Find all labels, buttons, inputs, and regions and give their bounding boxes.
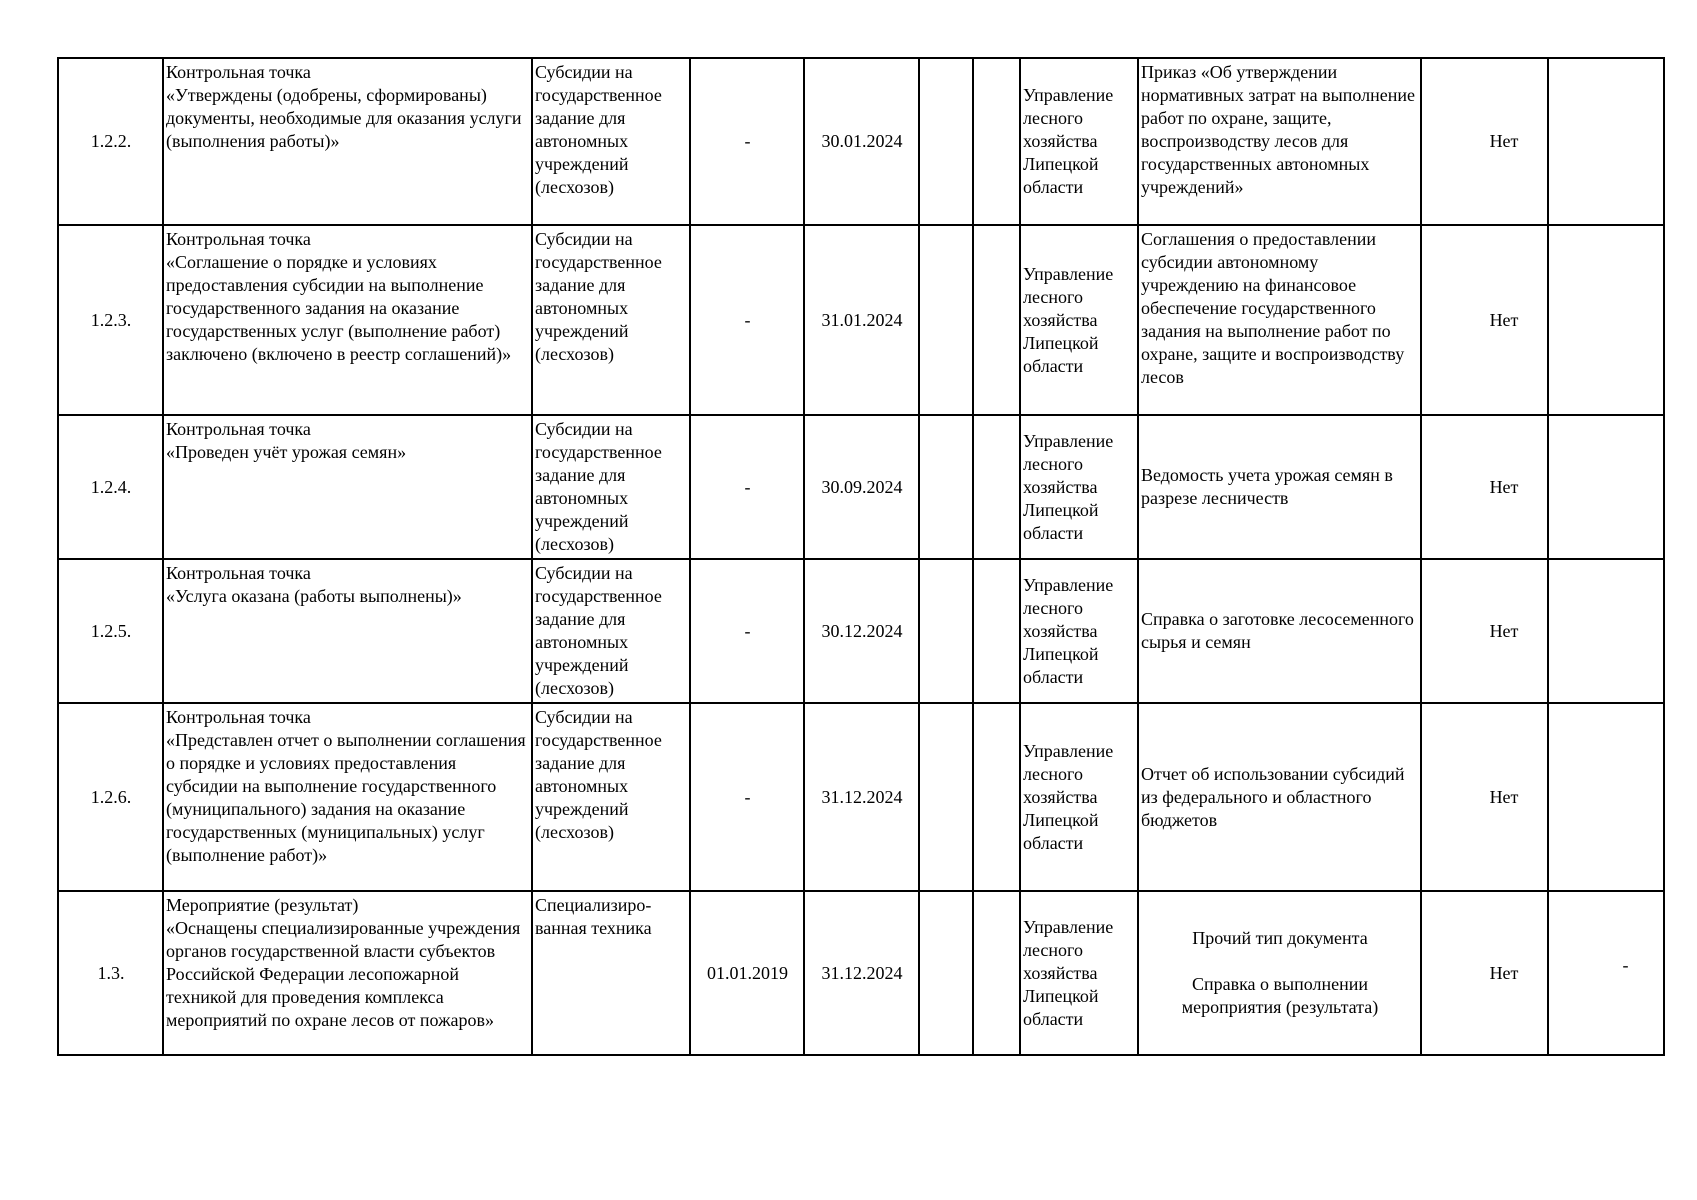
plan-table <box>57 57 1665 1056</box>
empty-cell <box>973 559 1020 703</box>
row-number-cell: 1.2.5. <box>58 559 163 703</box>
flag-cell: Нет <box>1421 559 1548 703</box>
row-number-cell: 1.2.6. <box>58 703 163 891</box>
flag-cell: Нет <box>1421 225 1548 415</box>
document-cell: Соглашения о предоставлении субсидии автономному учреждению на финансовое обеспечение государственного задания на выполнение работ по охране, защите и воспроизводству лесов <box>1138 225 1421 415</box>
empty-cell <box>973 58 1020 225</box>
last-cell <box>1548 559 1664 703</box>
responsible-cell: Управление лесного хозяйства Липецкой области <box>1020 703 1138 891</box>
responsible-cell: Управление лесного хозяйства Липецкой области <box>1020 891 1138 1055</box>
last-cell <box>1548 58 1664 225</box>
event-name-cell: Мероприятие (результат) «Оснащены специализированные учреждения органов государственной власти субъектов Российской Федерации лесопожарной техникой для проведения комплекса мероприятий по охране лесов от пожаров» <box>163 891 532 1055</box>
empty-cell <box>919 891 973 1055</box>
end-date-cell: 30.12.2024 <box>804 559 919 703</box>
empty-cell <box>919 703 973 891</box>
empty-cell <box>919 415 973 559</box>
funding-source-cell: Субсидии на государственное задание для автономных учреждений (лесхозов) <box>532 58 690 225</box>
document-cell: Приказ «Об утверждении нормативных затрат на выполнение работ по охране, защите, воспроизводству лесов для государственных автономных учреждений» <box>1138 58 1421 225</box>
flag-cell: Нет <box>1421 703 1548 891</box>
row-number-cell: 1.2.4. <box>58 415 163 559</box>
document-cell: Ведомость учета урожая семян в разрезе лесничеств <box>1138 415 1421 559</box>
empty-cell <box>973 225 1020 415</box>
start-date-cell: - <box>690 415 804 559</box>
document-cell: Отчет об использовании субсидий из федерального и областного бюджетов <box>1138 703 1421 891</box>
start-date-cell: 01.01.2019 <box>690 891 804 1055</box>
empty-cell <box>919 559 973 703</box>
start-date-cell: - <box>690 559 804 703</box>
start-date-cell: - <box>690 58 804 225</box>
table-row <box>58 58 1664 225</box>
funding-source-cell: Субсидии на государственное задание для автономных учреждений (лесхозов) <box>532 225 690 415</box>
start-date-cell: - <box>690 703 804 891</box>
end-date-cell: 30.09.2024 <box>804 415 919 559</box>
empty-cell <box>919 225 973 415</box>
last-cell <box>1548 703 1664 891</box>
event-name-cell: Контрольная точка «Проведен учёт урожая семян» <box>163 415 532 559</box>
flag-cell: Нет <box>1421 415 1548 559</box>
event-name-cell: Контрольная точка «Соглашение о порядке и условиях предоставления субсидии на выполнение государственного задания на оказание государственных услуг (выполнение работ) заключено (включено в реестр соглашений)» <box>163 225 532 415</box>
flag-cell: Нет <box>1421 58 1548 225</box>
empty-cell <box>973 703 1020 891</box>
start-date-cell: - <box>690 225 804 415</box>
responsible-cell: Управление лесного хозяйства Липецкой области <box>1020 58 1138 225</box>
funding-source-cell: Субсидии на государственное задание для автономных учреждений (лесхозов) <box>532 703 690 891</box>
last-cell <box>1548 415 1664 559</box>
row-number-cell: 1.2.3. <box>58 225 163 415</box>
row-number-cell: 1.2.2. <box>58 58 163 225</box>
empty-cell <box>973 415 1020 559</box>
end-date-cell: 31.12.2024 <box>804 703 919 891</box>
responsible-cell: Управление лесного хозяйства Липецкой области <box>1020 225 1138 415</box>
last-cell <box>1548 225 1664 415</box>
responsible-cell: Управление лесного хозяйства Липецкой области <box>1020 415 1138 559</box>
event-name-cell: Контрольная точка «Представлен отчет о выполнении соглашения о порядке и условиях предоставления субсидии на выполнение государственного (муниципального) задания на оказание государственных (муниципальных) услуг (выполнение работ)» <box>163 703 532 891</box>
empty-cell <box>973 891 1020 1055</box>
funding-source-cell: Субсидии на государственное задание для автономных учреждений (лесхозов) <box>532 559 690 703</box>
funding-source-cell: Специализиро- ванная техника <box>532 891 690 1055</box>
table-row <box>58 703 1664 891</box>
table-row <box>58 225 1664 415</box>
table-row <box>58 559 1664 703</box>
flag-cell: Нет <box>1421 891 1548 1055</box>
end-date-cell: 30.01.2024 <box>804 58 919 225</box>
table-row <box>58 891 1664 1055</box>
document-cell: Справка о заготовке лесосеменного сырья и семян <box>1138 559 1421 703</box>
document-type: Прочий тип документа <box>1192 928 1368 948</box>
row-number-cell: 1.3. <box>58 891 163 1055</box>
funding-source-cell: Субсидии на государственное задание для автономных учреждений (лесхозов) <box>532 415 690 559</box>
event-name-cell: Контрольная точка «Услуга оказана (работы выполнены)» <box>163 559 532 703</box>
empty-cell <box>919 58 973 225</box>
document-title: Справка о выполнении мероприятия (результата) <box>1181 974 1379 1017</box>
event-name-cell: Контрольная точка «Утверждены (одобрены, сформированы) документы, необходимые для оказания услуги (выполнения работы)» <box>163 58 532 225</box>
end-date-cell: 31.01.2024 <box>804 225 919 415</box>
table-row <box>58 415 1664 559</box>
last-cell: - <box>1548 891 1664 1055</box>
responsible-cell: Управление лесного хозяйства Липецкой области <box>1020 559 1138 703</box>
document-cell <box>1138 891 1421 1055</box>
end-date-cell: 31.12.2024 <box>804 891 919 1055</box>
